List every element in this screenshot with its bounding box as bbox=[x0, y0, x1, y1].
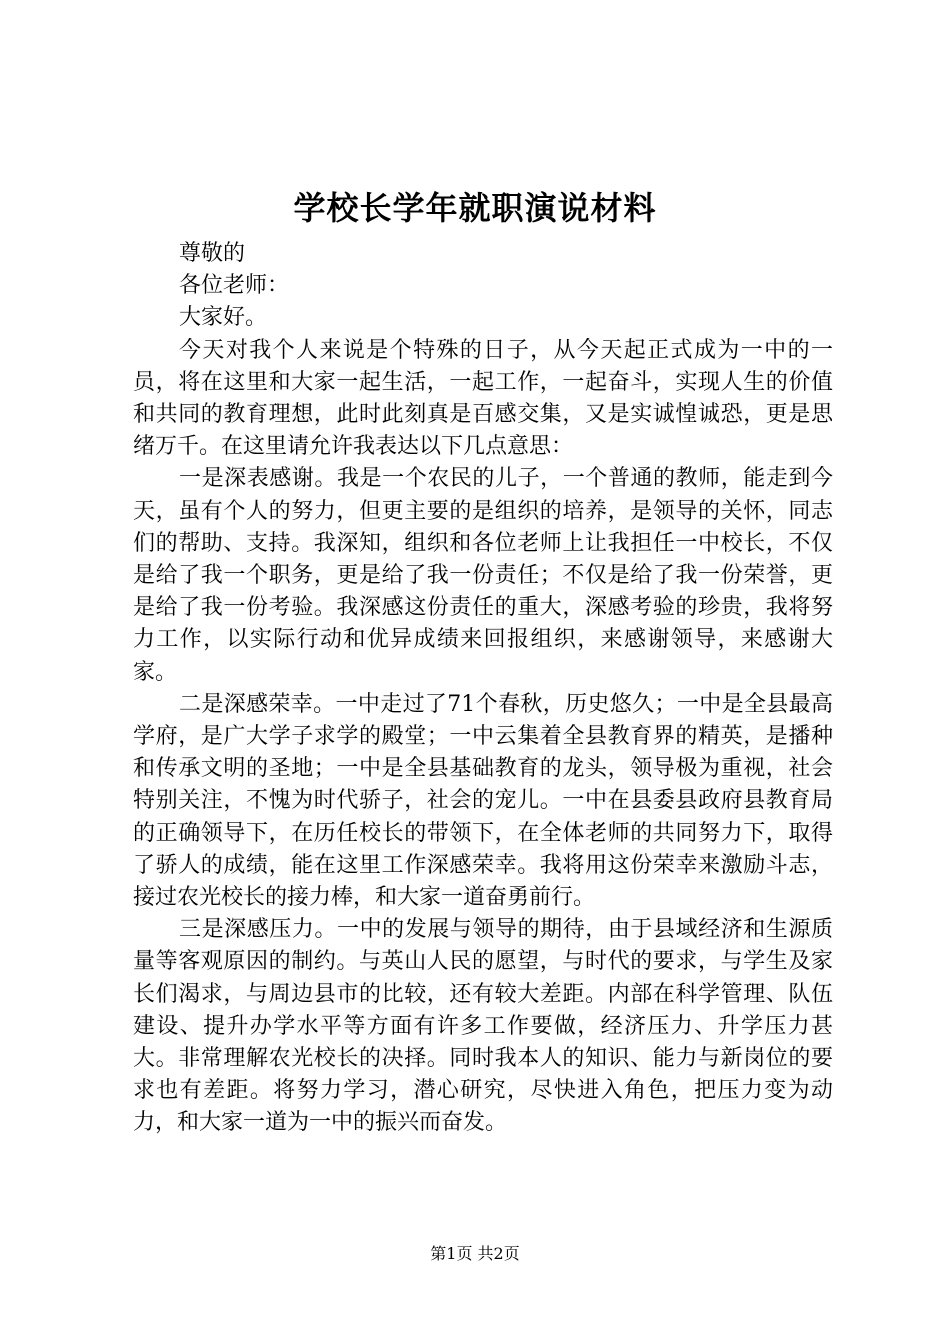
honor-paragraph: 二是深感荣幸。一中走过了71个春秋，历史悠久；一中是全县最高学府，是广大学子求学的殿堂；一中云集着全县教育界的精英，是播种和传承文明的圣地；一中是全县基础教育的龙头，领导极为重视，社会特别关注，不愧为时代骄子，社会的宠儿。一中在县委县政府县教育局的正确领导下，在历任校长的带领下，在全体老师的共同努力下，取得了骄人的成绩，能在这里工作深感荣幸。我将用这份荣幸来激励斗志，接过农光校长的接力棒，和大家一道奋勇前行。 bbox=[133, 691, 833, 911]
gratitude-paragraph: 一是深表感谢。我是一个农民的儿子，一个普通的教师，能走到今天，虽有个人的努力，但更主要的是组织的培养，是领导的关怀，同志们的帮助、支持。我深知，组织和各位老师上让我担任一中校长，不仅是给了我一个职务，更是给了我一份责任；不仅是给了我一份荣誉，更是给了我一份考验。我深感这份责任的重大，深感考验的珍贵，我将努力工作，以实际行动和优异成绩来回报组织，来感谢领导，来感谢大家。 bbox=[133, 466, 833, 685]
intro-paragraph: 今天对我个人来说是个特殊的日子，从今天起正式成为一中的一员，将在这里和大家一起生活，一起工作，一起奋斗，实现人生的价值和共同的教育理想，此时此刻真是百感交集，又是实诚惶诚恐，更是思绪万千。在这里请允许我表达以下几点意思： bbox=[133, 337, 833, 460]
document-title: 学校长学年就职演说材料 bbox=[293, 189, 657, 227]
document-body bbox=[133, 238, 833, 1140]
greeting-line: 大家好。 bbox=[179, 305, 268, 331]
salutation-line: 尊敬的 bbox=[179, 241, 246, 266]
addressee-line: 各位老师： bbox=[179, 273, 290, 299]
page-number-footer: 第1页 共2页 bbox=[430, 1244, 520, 1263]
pressure-paragraph: 三是深感压力。一中的发展与领导的期待，由于县域经济和生源质量等客观原因的制约。与英山人民的愿望，与时代的要求，与学生及家长们渴求，与周边县市的比较，还有较大差距。内部在科学管理、队伍建设、提升办学水平等方面有许多工作要做，经济压力、升学压力甚大。非常理解农光校长的决择。同时我本人的知识、能力与新岗位的要求也有差距。将努力学习，潜心研究，尽快进入角色，把压力变为动力，和大家一道为一中的振兴而奋发。 bbox=[133, 917, 833, 1136]
